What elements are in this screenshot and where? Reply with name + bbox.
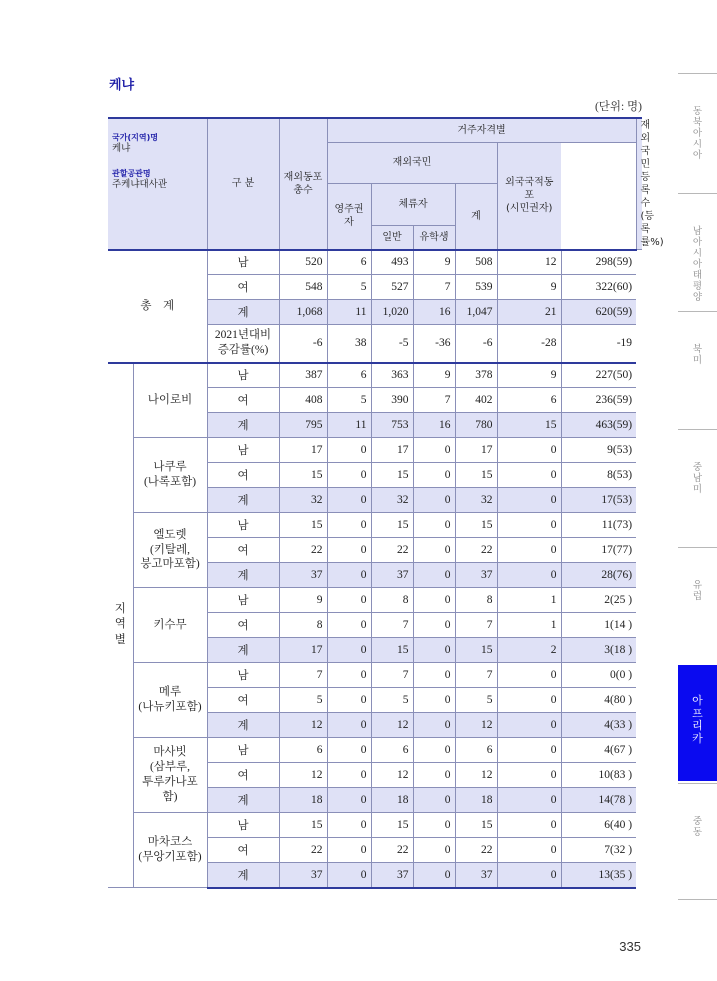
header-residence-status: 거주자격별 [327,118,636,142]
value-cell: 5 [327,275,371,300]
nav-item-5[interactable] [678,665,717,781]
value-cell: 508 [455,250,497,275]
value-cell: 0 [327,688,371,713]
value-cell: 17 [279,438,327,463]
value-cell: 37 [371,863,413,888]
value-cell: 17(53) [561,488,636,513]
value-cell: 5 [455,688,497,713]
page-title: 케냐 [109,78,135,93]
value-cell: 21 [497,300,561,325]
value-cell: 0 [497,688,561,713]
value-cell: 0 [497,738,561,763]
value-cell: 15 [371,513,413,538]
value-cell: 37 [455,563,497,588]
value-cell: 16 [413,300,455,325]
value-cell: 7 [413,275,455,300]
value-cell: 408 [279,388,327,413]
value-cell: 0 [413,788,455,813]
value-cell: 0 [413,463,455,488]
value-cell: 0 [413,613,455,638]
value-cell: 0 [413,588,455,613]
value-cell: 0 [327,863,371,888]
value-cell: 8 [371,588,413,613]
value-cell: 0 [497,463,561,488]
region-name: 나이로비 [133,363,207,438]
value-cell: 9 [279,588,327,613]
gender-cell: 남 [207,438,279,463]
value-cell: 16 [413,413,455,438]
value-cell: 7 [455,613,497,638]
header-general: 일반 [371,226,413,250]
header-registered-text: 재외국민 등록수 (등록률%) [640,120,664,248]
gender-cell: 여 [207,688,279,713]
org-country-value: 케냐 [112,143,131,154]
value-cell: 1(14 ) [561,613,636,638]
value-cell: 0 [327,563,371,588]
org-country-label: 국가(지역)명 [112,133,158,142]
value-cell: 22 [371,538,413,563]
value-cell: 32 [371,488,413,513]
value-cell: 0 [413,838,455,863]
value-cell: 9 [413,250,455,275]
value-cell: 12 [455,713,497,738]
value-cell: 1,020 [371,300,413,325]
value-cell: 527 [371,275,413,300]
value-cell: 1,047 [455,300,497,325]
value-cell: 0 [327,588,371,613]
gender-cell: 남 [207,588,279,613]
value-cell: -6 [455,325,497,363]
value-cell: 7 [371,663,413,688]
nav-item-4[interactable] [678,547,717,665]
value-cell: 0 [413,638,455,663]
value-cell: 390 [371,388,413,413]
value-cell: 0 [497,663,561,688]
value-cell: 0 [413,538,455,563]
value-cell: 12 [279,713,327,738]
value-cell: 0 [327,763,371,788]
gender-cell: 여 [207,463,279,488]
value-cell: 22 [279,538,327,563]
value-cell: 0 [497,863,561,888]
gender-cell: 계 [207,788,279,813]
value-cell: 12 [371,763,413,788]
value-cell: 0 [497,488,561,513]
value-cell: 298(59) [561,250,636,275]
nav-item-1[interactable] [678,193,717,311]
grand-total-label: 총 계 [108,250,207,363]
regional-label: 지 역 별 [108,363,133,888]
value-cell: 520 [279,250,327,275]
value-cell: 15 [371,813,413,838]
value-cell: 0 [327,663,371,688]
value-cell: 17(77) [561,538,636,563]
value-cell: 13(35 ) [561,863,636,888]
value-cell: 9 [413,363,455,388]
value-cell: 11 [327,300,371,325]
value-cell: 6 [327,250,371,275]
gender-cell: 계 [207,300,279,325]
gender-cell: 여 [207,538,279,563]
org-office-value: 주케냐대사관 [112,178,168,190]
value-cell: 32 [455,488,497,513]
value-cell: 463(59) [561,413,636,438]
nav-item-label: 남 아 시 아 태 평 양 [692,226,703,303]
value-cell: 18 [455,788,497,813]
value-cell: 15 [371,463,413,488]
value-cell: 0 [497,713,561,738]
value-cell: 22 [455,538,497,563]
value-cell: 22 [371,838,413,863]
nav-item-label: 중 동 [692,816,703,838]
value-cell: 6(40 ) [561,813,636,838]
value-cell: 12 [455,763,497,788]
value-cell: 7 [371,613,413,638]
value-cell: 0 [413,488,455,513]
value-cell: 795 [279,413,327,438]
value-cell: 4(67 ) [561,738,636,763]
org-office-label: 관할공관명 [112,168,151,178]
value-cell: 7 [413,388,455,413]
org-info-cell [108,118,207,250]
gender-cell: 여 [207,388,279,413]
region-name: 마사빗 (삼부루, 투루카나포함) [133,738,207,813]
value-cell: 15 [455,813,497,838]
value-cell: 6 [327,363,371,388]
value-cell: 8 [279,613,327,638]
value-cell: 0 [497,813,561,838]
value-cell: 0 [413,513,455,538]
value-cell: 15 [455,638,497,663]
value-cell: 0 [327,813,371,838]
value-cell: -5 [371,325,413,363]
value-cell: 387 [279,363,327,388]
header-category: 구 분 [207,118,279,250]
value-cell: 15 [279,463,327,488]
value-cell: 402 [455,388,497,413]
header-subtotal: 계 [455,184,497,250]
value-cell: 8(53) [561,463,636,488]
value-cell: 322(60) [561,275,636,300]
value-cell: -36 [413,325,455,363]
value-cell: 22 [455,838,497,863]
gender-cell: 여 [207,613,279,638]
value-cell: 22 [279,838,327,863]
value-cell: 15 [371,638,413,663]
value-cell: 11(73) [561,513,636,538]
comparison-label: 2021년대비 증감률(%) [207,325,279,363]
value-cell: 37 [279,563,327,588]
value-cell: 0 [497,788,561,813]
header-sojourner: 체류자 [371,184,455,226]
value-cell: 38 [327,325,371,363]
page-number: 335 [619,939,641,954]
header-student: 유학생 [413,226,455,250]
value-cell: 0 [497,538,561,563]
value-cell: 12 [279,763,327,788]
value-cell: 9 [497,363,561,388]
header-registered [636,118,664,250]
value-cell: 9(53) [561,438,636,463]
value-cell: 539 [455,275,497,300]
nav-item-3[interactable] [678,429,717,547]
value-cell: 6 [455,738,497,763]
value-cell: 17 [371,438,413,463]
population-table [108,117,664,889]
value-cell: 0 [327,788,371,813]
value-cell: 7 [455,663,497,688]
value-cell: 37 [371,563,413,588]
unit-label: (단위: 명) [594,101,642,113]
value-cell: 0(0 ) [561,663,636,688]
value-cell: 0 [327,738,371,763]
value-cell: 0 [497,438,561,463]
value-cell: 780 [455,413,497,438]
region-name: 마차코스 (무앙기포함) [133,813,207,888]
header-foreign-national [497,142,561,250]
gender-cell: 남 [207,250,279,275]
value-cell: -6 [279,325,327,363]
value-cell: 5 [371,688,413,713]
nav-item-0[interactable] [678,73,717,193]
value-cell: 0 [327,613,371,638]
value-cell: 0 [413,563,455,588]
value-cell: 227(50) [561,363,636,388]
value-cell: 0 [413,813,455,838]
value-cell: 15 [455,463,497,488]
value-cell: 6 [497,388,561,413]
value-cell: 0 [327,463,371,488]
value-cell: 0 [413,863,455,888]
value-cell: 0 [413,438,455,463]
value-cell: 15 [497,413,561,438]
value-cell: 5 [279,688,327,713]
region-name: 엘도렛 (키탈레, 붕고마포함) [133,513,207,588]
value-cell: 10(83 ) [561,763,636,788]
header-permanent: 영주권자 [327,184,371,250]
nav-item-label: 북 미 [692,344,703,366]
value-cell: 0 [327,538,371,563]
value-cell: 378 [455,363,497,388]
header-total-overseas-text: 재외동포 총수 [283,171,323,196]
value-cell: 8 [455,588,497,613]
nav-item-label: 유 럽 [692,580,703,602]
nav-item-2[interactable] [678,311,717,429]
value-cell: 4(33 ) [561,713,636,738]
gender-cell: 계 [207,488,279,513]
value-cell: 9 [497,275,561,300]
value-cell: 4(80 ) [561,688,636,713]
gender-cell: 계 [207,563,279,588]
gender-cell: 여 [207,275,279,300]
value-cell: 2 [497,638,561,663]
value-cell: 0 [327,713,371,738]
region-name: 메루 (나뉴키포함) [133,663,207,738]
gender-cell: 남 [207,513,279,538]
value-cell: 0 [413,738,455,763]
value-cell: 0 [327,438,371,463]
value-cell: 0 [327,488,371,513]
value-cell: 0 [327,838,371,863]
value-cell: 7 [279,663,327,688]
value-cell: 37 [279,863,327,888]
value-cell: 493 [371,250,413,275]
value-cell: 11 [327,413,371,438]
gender-cell: 계 [207,638,279,663]
value-cell: 0 [327,638,371,663]
value-cell: 12 [497,250,561,275]
nav-item-6[interactable] [678,783,717,901]
value-cell: 7(32 ) [561,838,636,863]
value-cell: 753 [371,413,413,438]
value-cell: 0 [497,838,561,863]
header-total-overseas [279,118,327,250]
value-cell: 548 [279,275,327,300]
value-cell: 32 [279,488,327,513]
gender-cell: 계 [207,413,279,438]
value-cell: -19 [561,325,636,363]
value-cell: 0 [497,563,561,588]
value-cell: 17 [455,438,497,463]
value-cell: 0 [327,513,371,538]
value-cell: 620(59) [561,300,636,325]
value-cell: 0 [413,688,455,713]
value-cell: 2(25 ) [561,588,636,613]
value-cell: 0 [413,763,455,788]
value-cell: 1 [497,588,561,613]
value-cell: 0 [497,763,561,788]
value-cell: 14(78 ) [561,788,636,813]
value-cell: 1,068 [279,300,327,325]
gender-cell: 계 [207,713,279,738]
region-name: 키수무 [133,588,207,663]
value-cell: -28 [497,325,561,363]
nav-item-label: 동 북 아 시 아 [692,106,703,161]
value-cell: 17 [279,638,327,663]
gender-cell: 여 [207,763,279,788]
header-foreign-national-text: 외국국적동포 (시민권자) [505,177,554,214]
value-cell: 15 [279,813,327,838]
nav-item-label: 아 프 리 카 [692,694,703,745]
value-cell: 5 [327,388,371,413]
gender-cell: 남 [207,663,279,688]
value-cell: 236(59) [561,388,636,413]
value-cell: 3(18 ) [561,638,636,663]
gender-cell: 여 [207,838,279,863]
value-cell: 1 [497,613,561,638]
value-cell: 6 [371,738,413,763]
gender-cell: 남 [207,363,279,388]
value-cell: 15 [455,513,497,538]
region-name: 나쿠루 (나록포함) [133,438,207,513]
value-cell: 6 [279,738,327,763]
gender-cell: 남 [207,738,279,763]
value-cell: 18 [371,788,413,813]
header-nationals: 재외국민 [327,142,497,184]
value-cell: 363 [371,363,413,388]
gender-cell: 남 [207,813,279,838]
value-cell: 18 [279,788,327,813]
value-cell: 0 [413,663,455,688]
nav-item-label: 중 남 미 [692,462,703,495]
value-cell: 28(76) [561,563,636,588]
value-cell: 0 [413,713,455,738]
value-cell: 12 [371,713,413,738]
value-cell: 37 [455,863,497,888]
gender-cell: 계 [207,863,279,888]
value-cell: 15 [279,513,327,538]
value-cell: 0 [497,513,561,538]
